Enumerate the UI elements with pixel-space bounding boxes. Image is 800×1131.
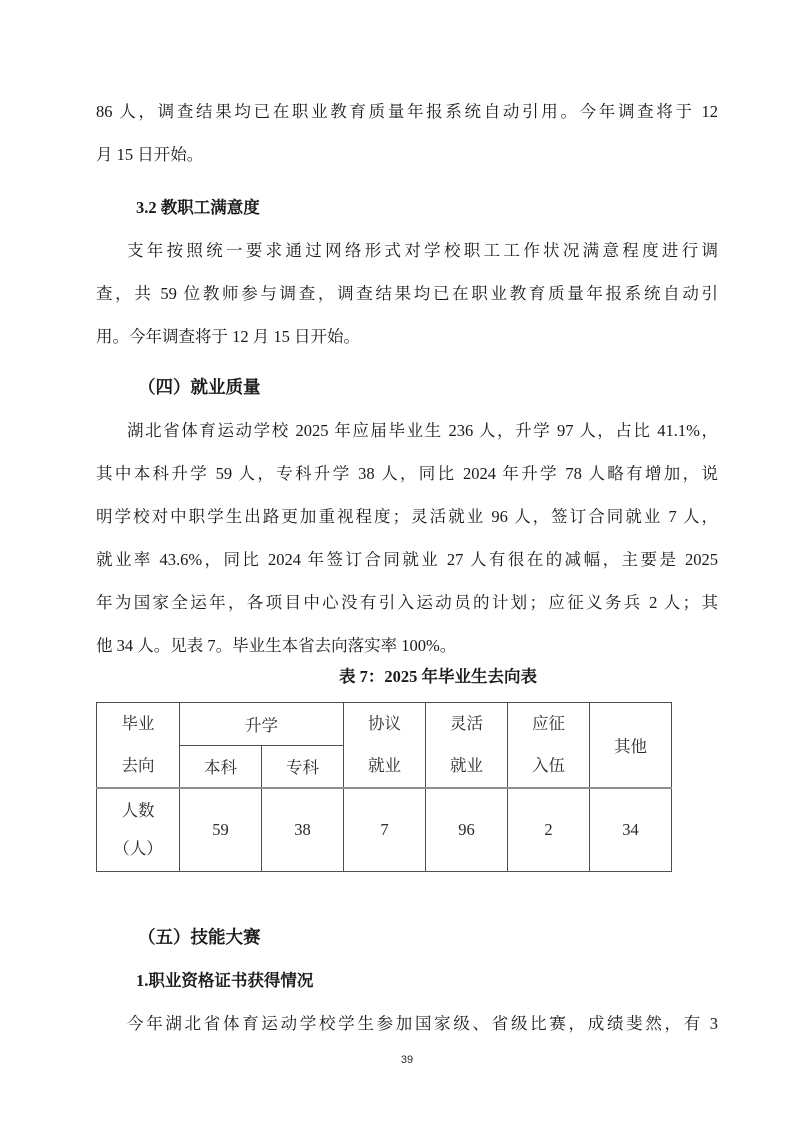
paragraph-line: 明学校对中职学生出路更加重视程度；灵活就业 96 人，签订合同就业 7 人，: [96, 507, 718, 526]
paragraph-line: 年为国家全运年，各项目中心没有引入运动员的计划；应征义务兵 2 人；其: [96, 593, 718, 612]
header-cell-military-line2: 入伍: [532, 756, 565, 775]
header-cell-contract-employment: [344, 703, 426, 789]
header-cell-contract-line2: 就业: [368, 756, 401, 775]
heading-5-1-certificates: 1.职业资格证书获得情况: [136, 970, 314, 990]
paragraph-3-2: [96, 229, 718, 358]
paragraph-line: 用。今年调查将于 12 月 15 日开始。: [96, 327, 360, 346]
data-cell-military-enlistment: 2: [508, 788, 590, 871]
header-cell-destination-line2: 去向: [121, 756, 155, 775]
header-cell-contract-line1: 协议: [368, 714, 401, 733]
header-cell-other: 其他: [590, 703, 672, 789]
data-cell-row-label-line2: （人）: [113, 838, 163, 858]
data-cell-row-label: [97, 788, 180, 871]
paragraph-5-1: [96, 1002, 718, 1045]
header-cell-junior-college: 专科: [262, 745, 344, 788]
paragraph-line: 月 15 日开始。: [96, 145, 204, 164]
heading-3-2-staff-satisfaction: 3.2 教职工满意度: [136, 198, 260, 217]
heading-4-employment-quality: （四）就业质量: [138, 377, 261, 397]
header-cell-flexible-employment: [426, 703, 508, 789]
data-cell-flexible-employment: 96: [426, 788, 508, 871]
heading-5-skills-competition: （五）技能大赛: [138, 926, 261, 947]
paragraph-line: 其中本科升学 59 人，专科升学 38 人，同比 2024 年升学 78 人略有增加，说: [96, 464, 718, 483]
header-cell-destination-line1: 毕业: [121, 714, 155, 733]
paragraph-line: 湖北省体育运动学校 2025 年应届毕业生 236 人，升学 97 人，占比 41.1%，: [127, 421, 718, 440]
paragraph-4: [96, 409, 718, 667]
graduate-destination-table: [96, 702, 672, 872]
header-cell-flexible-line2: 就业: [450, 756, 483, 775]
header-cell-military-enlistment: [508, 703, 590, 789]
table-7-title: 表 7：2025 年毕业生去向表: [339, 667, 537, 686]
paragraph-line: 他 34 人。见表 7。毕业生本省去向落实率 100%。: [96, 636, 457, 655]
page-number: 39: [400, 1053, 414, 1066]
paragraph-line: 今年湖北省体育运动学校学生参加国家级、省级比赛，成绩斐然，有 3: [127, 1013, 718, 1033]
paragraph-line: 查，共 59 位教师参与调查，调查结果均已在职业教育质量年报系统自动引: [96, 284, 718, 303]
header-cell-military-line1: 应征: [532, 714, 565, 733]
data-cell-other: 34: [590, 788, 672, 871]
table-row: [97, 788, 672, 871]
continuation-paragraph: [96, 90, 718, 176]
data-cell-row-label-line1: 人数: [121, 800, 155, 820]
paragraph-line: 支年按照统一要求通过网络形式对学校职工工作状况满意程度进行调: [127, 241, 718, 260]
data-cell-junior-college: 38: [262, 788, 344, 871]
header-cell-advancement: 升学: [180, 703, 344, 746]
paragraph-line: 就业率 43.6%，同比 2024 年签订合同就业 27 人有很在的减幅，主要是 2025: [96, 550, 718, 569]
header-cell-destination: [97, 703, 180, 789]
paragraph-line: 86 人，调查结果均已在职业教育质量年报系统自动引用。今年调查将于 12: [96, 102, 718, 121]
data-cell-undergraduate: 59: [180, 788, 262, 871]
data-cell-contract-employment: 7: [344, 788, 426, 871]
header-cell-flexible-line1: 灵活: [450, 714, 483, 733]
header-cell-undergraduate: 本科: [180, 745, 262, 788]
